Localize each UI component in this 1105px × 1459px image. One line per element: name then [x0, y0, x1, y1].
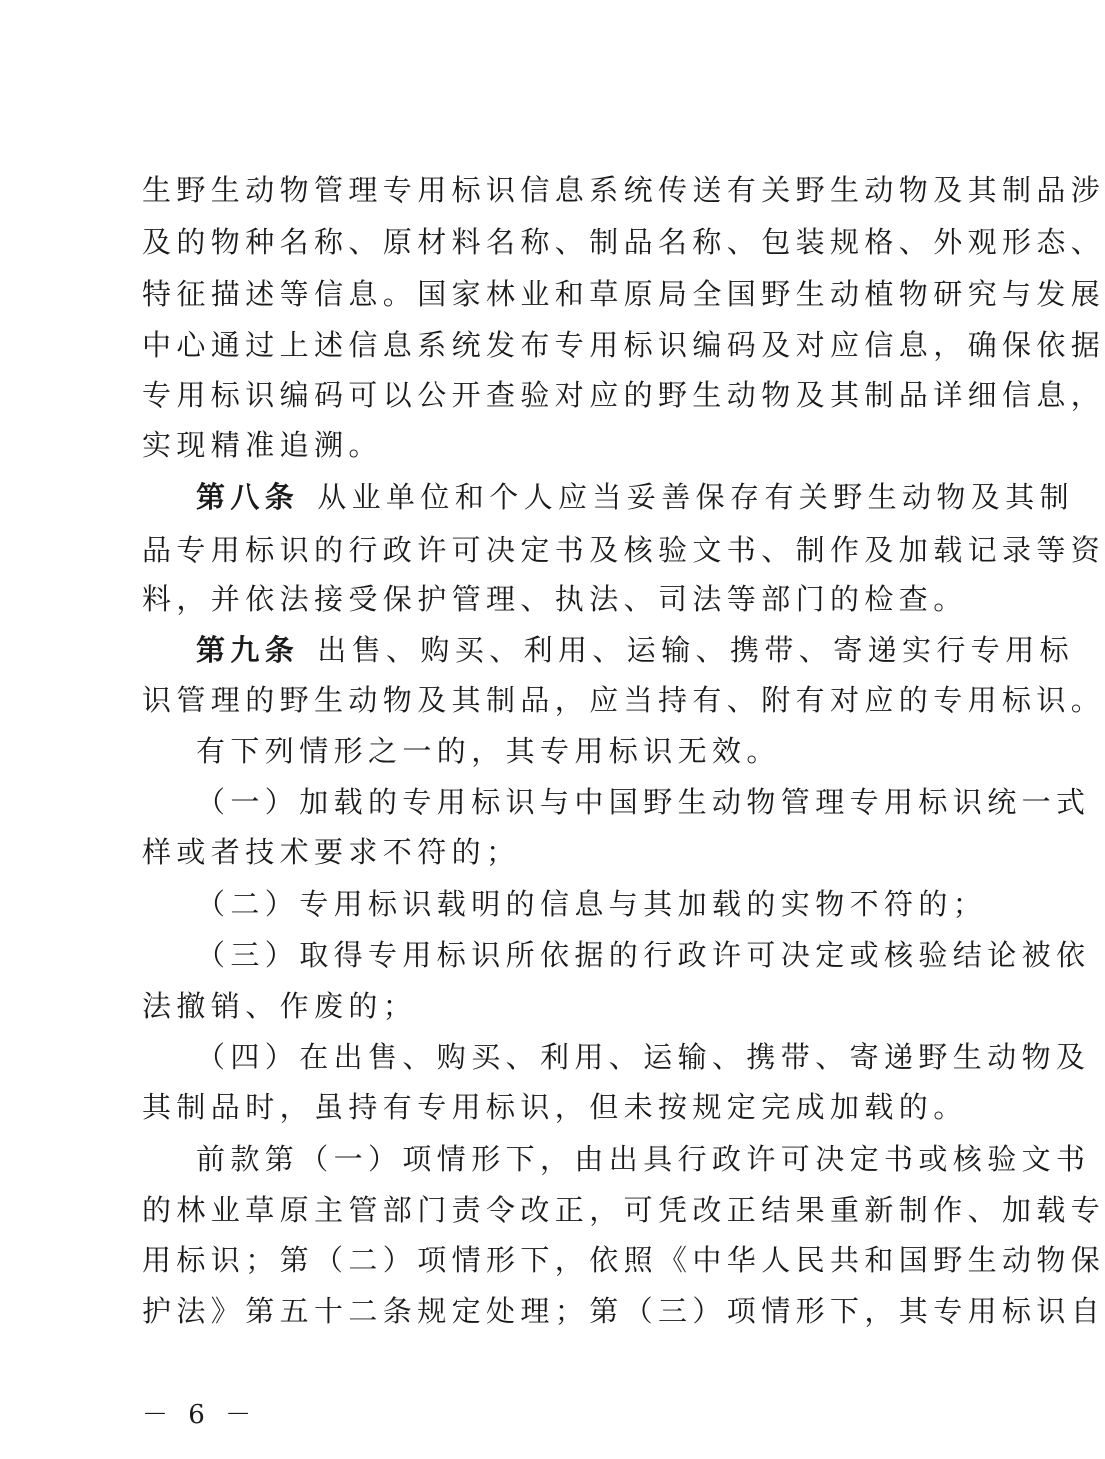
text-line: 及的物种名称、原材料名称、制品名称、包装规格、外观形态、: [142, 225, 1105, 259]
list-item: （四）在出售、购买、利用、运输、携带、寄递野生动物及: [196, 1040, 1091, 1074]
text-line: 特征描述等信息。国家林业和草原局全国野生动植物研究与发展: [142, 277, 1105, 311]
text-line: 实现精准追溯。: [142, 428, 383, 462]
text-line: 用标识；第（二）项情形下，依照《中华人民共和国野生动物保: [142, 1243, 1105, 1277]
text-line: 专用标识编码可以公开查验对应的野生动物及其制品详细信息，: [142, 378, 1105, 412]
text-line: 的林业草原主管部门责令改正，可凭改正结果重新制作、加载专: [142, 1193, 1105, 1227]
text-line: 其制品时，虽持有专用标识，但未按规定完成加载的。: [142, 1090, 968, 1124]
list-item: （二）专用标识载明的信息与其加载的实物不符的；: [196, 887, 988, 921]
page-number: － 6 －: [142, 1400, 258, 1430]
article-heading: 第九条: [196, 633, 300, 667]
article-9-line: 第九条 出售、购买、利用、运输、携带、寄递实行专用标: [196, 633, 1075, 667]
text-line: 识管理的野生动物及其制品，应当持有、附有对应的专用标识。: [142, 683, 1105, 717]
text-line: 生野生动物管理专用标识信息系统传送有关野生动物及其制品涉: [142, 173, 1105, 207]
text-line: 前款第（一）项情形下，由出具行政许可决定书或核验文书: [196, 1142, 1091, 1176]
text-line: 样或者技术要求不符的；: [142, 835, 521, 869]
list-item: （一）加载的专用标识与中国野生动物管理专用标识统一式: [196, 785, 1091, 819]
article-8-line: 第八条 从业单位和个人应当妥善保存有关野生动物及其制: [196, 480, 1075, 514]
text-line: 法撤销、作废的；: [142, 989, 418, 1023]
text-line: 护法》第五十二条规定处理；第（三）项情形下，其专用标识自: [142, 1294, 1105, 1328]
article-heading: 第八条: [196, 480, 300, 514]
text-line: 品专用标识的行政许可决定书及核验文书、制作及加载记录等资: [142, 533, 1105, 567]
list-item: （三）取得专用标识所依据的行政许可决定或核验结论被依: [196, 938, 1091, 972]
text-line: 料，并依法接受保护管理、执法、司法等部门的检查。: [142, 582, 968, 616]
text-line: 中心通过上述信息系统发布专用标识编码及对应信息，确保依据: [142, 328, 1105, 362]
text-line: 有下列情形之一的，其专用标识无效。: [196, 734, 781, 768]
